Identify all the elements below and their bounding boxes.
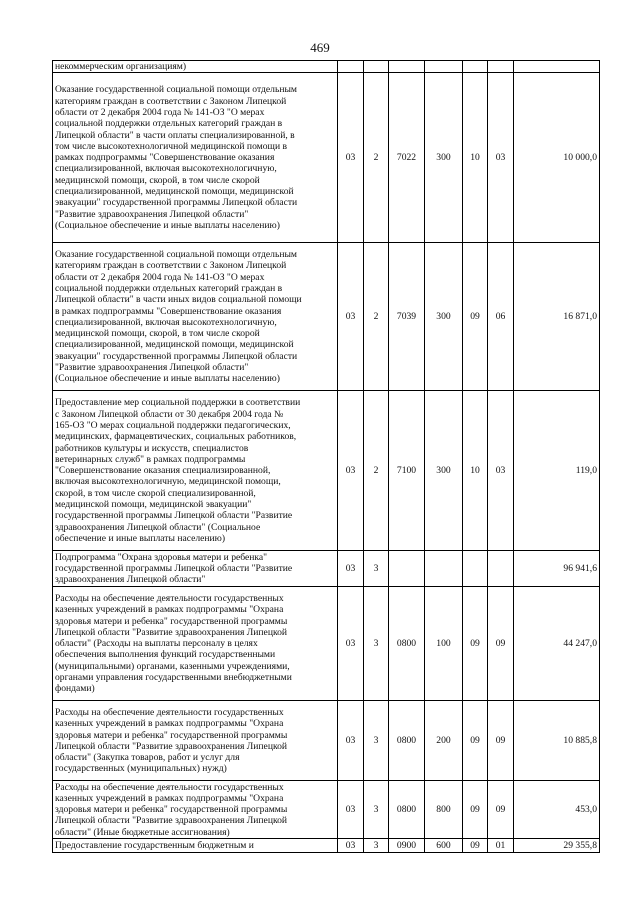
col-ministry: 03 xyxy=(338,73,364,243)
col-subsection: 09 xyxy=(488,587,514,701)
col-amount: 96 941,6 xyxy=(514,551,600,587)
col-expense-type: 300 xyxy=(425,243,463,391)
col-ministry: 03 xyxy=(338,781,364,839)
table-row xyxy=(53,61,600,73)
col-section: 09 xyxy=(463,781,488,839)
col-ministry: 03 xyxy=(338,839,364,853)
col-expense-type: 300 xyxy=(425,73,463,243)
col-section xyxy=(463,61,488,73)
col-subprogram: 3 xyxy=(364,781,389,839)
col-ministry xyxy=(338,61,364,73)
table-row xyxy=(53,587,600,701)
row-description xyxy=(53,61,338,73)
col-section: 09 xyxy=(463,701,488,781)
col-amount: 29 355,8 xyxy=(514,839,600,853)
row-description xyxy=(53,781,338,839)
col-ministry: 03 xyxy=(338,587,364,701)
col-expense-type xyxy=(425,61,463,73)
table-row xyxy=(53,551,600,587)
col-target: 0900 xyxy=(389,839,425,853)
col-section: 09 xyxy=(463,587,488,701)
table-row xyxy=(53,243,600,391)
row-description xyxy=(53,839,338,853)
row-description-text: Оказание государственной социальной помощи отдельным категориям граждан в соответствии с Законом Липецкой области от 2 декабря 2004 года № 141-ОЗ "О мерах социальной поддержки отдельных категорий граждан в Липецкой области" в части оплаты специализированной, в том числе высокотехнологичной медицинской помощи в рамках подпрограммы "Совершенствование оказания специализированной, включая высокотехнологичную, медицинской помощи, скорой, в том числе скорой специализированной, медицинской помощи, медицинской эвакуации" государственной программы Липецкой области "Развитие здравоохранения Липецкой области" (Социальное обеспечение и иные выплаты населению) xyxy=(55,84,298,231)
col-amount: 119,0 xyxy=(514,391,600,551)
col-subprogram: 3 xyxy=(364,839,389,853)
col-ministry: 03 xyxy=(338,701,364,781)
col-target: 7100 xyxy=(389,391,425,551)
row-description xyxy=(53,587,338,701)
col-target xyxy=(389,61,425,73)
col-subsection: 09 xyxy=(488,701,514,781)
col-subprogram: 2 xyxy=(364,73,389,243)
col-ministry: 03 xyxy=(338,391,364,551)
table-row xyxy=(53,781,600,839)
row-description-text: Расходы на обеспечение деятельности государственных казенных учреждений в рамках подпрограммы "Охрана здоровья матери и ребенка" государственной программы Липецкой области "Развитие здравоохранения Липецкой области" (Иные бюджетные ассигнования) xyxy=(55,781,288,838)
col-section: 10 xyxy=(463,73,488,243)
row-description xyxy=(53,551,338,587)
col-section: 10 xyxy=(463,391,488,551)
col-target: 0800 xyxy=(389,587,425,701)
col-subprogram: 3 xyxy=(364,551,389,587)
table-row xyxy=(53,391,600,551)
budget-table xyxy=(52,60,600,853)
col-subsection: 03 xyxy=(488,73,514,243)
row-description-text: Оказание государственной социальной помощи отдельным категориям граждан в соответствии с Законом Липецкой области от 2 декабря 2004 года № 141-ОЗ "О мерах социальной поддержки отдельных категорий граждан в Липецкой области" в части иных видов социальной помощи в рамках подпрограммы "Совершенствование оказания специализированной, включая высокотехнологичную, медицинской помощи, скорой, в том числе скорой специализированной, медицинской помощи, медицинской эвакуации" государственной программы Липецкой области "Развитие здравоохранения Липецкой области" (Социальное обеспечение и иные выплаты населению) xyxy=(55,249,302,385)
col-section: 09 xyxy=(463,243,488,391)
col-ministry: 03 xyxy=(338,551,364,587)
row-description-text: Расходы на обеспечение деятельности государственных казенных учреждений в рамках подпрограммы "Охрана здоровья матери и ребенка" государственной программы Липецкой области "Развитие здравоохранения Липецкой области" (Расходы на выплаты персоналу в целях обеспечения выполнения функций государственными (муниципальными) органами, казенными учреждениями, органами управления государственными внебюджетными фондами) xyxy=(55,592,292,695)
row-description xyxy=(53,391,338,551)
col-amount: 453,0 xyxy=(514,781,600,839)
col-expense-type xyxy=(425,551,463,587)
col-subprogram: 2 xyxy=(364,391,389,551)
col-expense-type: 100 xyxy=(425,587,463,701)
col-expense-type: 800 xyxy=(425,781,463,839)
col-target: 0800 xyxy=(389,701,425,781)
row-description-text: Подпрограмма "Охрана здоровья матери и ребенка" государственной программы Липецкой области "Развитие здравоохранения Липецкой области" xyxy=(55,551,293,586)
col-subsection: 01 xyxy=(488,839,514,853)
row-description-text: Предоставление государственным бюджетным и xyxy=(55,840,254,852)
col-subprogram: 3 xyxy=(364,701,389,781)
col-subprogram xyxy=(364,61,389,73)
row-description xyxy=(53,243,338,391)
col-subsection: 06 xyxy=(488,243,514,391)
col-amount: 44 247,0 xyxy=(514,587,600,701)
col-target: 7022 xyxy=(389,73,425,243)
col-section: 09 xyxy=(463,839,488,853)
col-subsection: 03 xyxy=(488,391,514,551)
page-number: 469 xyxy=(310,40,330,55)
table-row xyxy=(53,73,600,243)
row-description-text: Предоставление мер социальной поддержки в соответствии с Законом Липецкой области от 30 декабря 2004 года № 165-ОЗ "О мерах социальной поддержки педагогических, медицинских, фармацевтических, социальных работников, работников культуры и искусств, специалистов ветеринарных служб" в рамках подпрограммы "Совершенствование оказания специализированной, включая высокотехнологичную, медицинской помощи, скорой, в том числе скорой специализированной, медицинской помощи, медицинской эвакуации" государственной программы Липецкой области "Развитие здравоохранения Липецкой области" (Социальное обеспечение и иные выплаты населению) xyxy=(55,397,301,544)
col-ministry: 03 xyxy=(338,243,364,391)
col-amount: 10 000,0 xyxy=(514,73,600,243)
col-subsection xyxy=(488,61,514,73)
table-row xyxy=(53,701,600,781)
row-description-text: Расходы на обеспечение деятельности государственных казенных учреждений в рамках подпрограммы "Охрана здоровья матери и ребенка" государственной программы Липецкой области "Развитие здравоохранения Липецкой области" (Закупка товаров, работ и услуг для государственных (муниципальных) нужд) xyxy=(55,706,288,775)
col-amount: 10 885,8 xyxy=(514,701,600,781)
col-expense-type: 300 xyxy=(425,391,463,551)
col-subsection: 09 xyxy=(488,781,514,839)
row-description-text: некоммерческим организациям) xyxy=(55,61,187,72)
col-target: 0800 xyxy=(389,781,425,839)
col-expense-type: 600 xyxy=(425,839,463,853)
col-target xyxy=(389,551,425,587)
col-subprogram: 3 xyxy=(364,587,389,701)
col-amount: 16 871,0 xyxy=(514,243,600,391)
col-amount xyxy=(514,61,600,73)
row-description xyxy=(53,701,338,781)
table-row xyxy=(53,839,600,853)
row-description xyxy=(53,73,338,243)
col-target: 7039 xyxy=(389,243,425,391)
col-subprogram: 2 xyxy=(364,243,389,391)
col-section xyxy=(463,551,488,587)
col-expense-type: 200 xyxy=(425,701,463,781)
col-subsection xyxy=(488,551,514,587)
